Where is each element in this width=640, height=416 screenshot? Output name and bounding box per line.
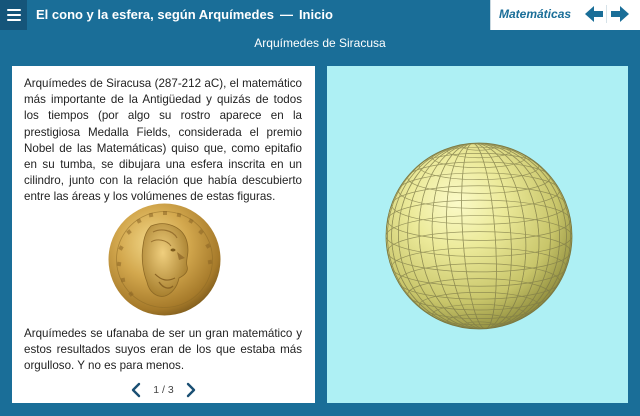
top-bar (0, 0, 640, 30)
subject-nav-box (490, 0, 640, 30)
breadcrumb-home[interactable]: Inicio (298, 7, 333, 22)
arrow-left-icon[interactable] (583, 4, 605, 24)
page-navigation (12, 380, 315, 400)
chevron-right-icon[interactable] (184, 382, 198, 398)
menu-icon-bar (7, 14, 21, 16)
title-separator: — (279, 7, 293, 22)
arrow-right-icon[interactable] (609, 4, 631, 24)
3d-viewer-panel[interactable] (327, 66, 628, 403)
medal-picture (107, 202, 222, 317)
unit-title: El cono y la esfera, según Arquímedes (36, 7, 274, 22)
menu-icon-bar (7, 19, 21, 21)
sphere-3d-model[interactable] (384, 141, 574, 331)
subject-label: Matemáticas (499, 7, 572, 21)
page-indicator: 1 / 3 (153, 384, 174, 396)
closing-paragraph: Arquímedes se ufanaba de ser un gran matemático y estos resultados suyos eran de los que estaba más orgulloso. Y no es para menos. (24, 327, 302, 373)
section-title: Arquímedes de Siracusa (254, 36, 386, 50)
chevron-left-icon[interactable] (129, 382, 143, 398)
intro-paragraph: Arquímedes de Siracusa (287-212 aC), el matemático más importante de la Antigüedad y quizás de todos los tiempos (por algo su rostro aparece en la prestigiosa Medalla Fields, considerada el premio Nobel de las Matemáticas) quiso que, como epitafio en su tumba, se dibujara una esfera inscrita en un cilindro, junto con la relación que había descubierto entre las áreas y los volúmenes de estas figuras. (24, 77, 302, 204)
nav-divider (606, 5, 607, 23)
menu-button[interactable] (0, 0, 27, 30)
text-panel (12, 66, 315, 403)
menu-icon-bar (7, 9, 21, 11)
fields-medal-image (107, 202, 222, 317)
app-title (36, 0, 333, 30)
